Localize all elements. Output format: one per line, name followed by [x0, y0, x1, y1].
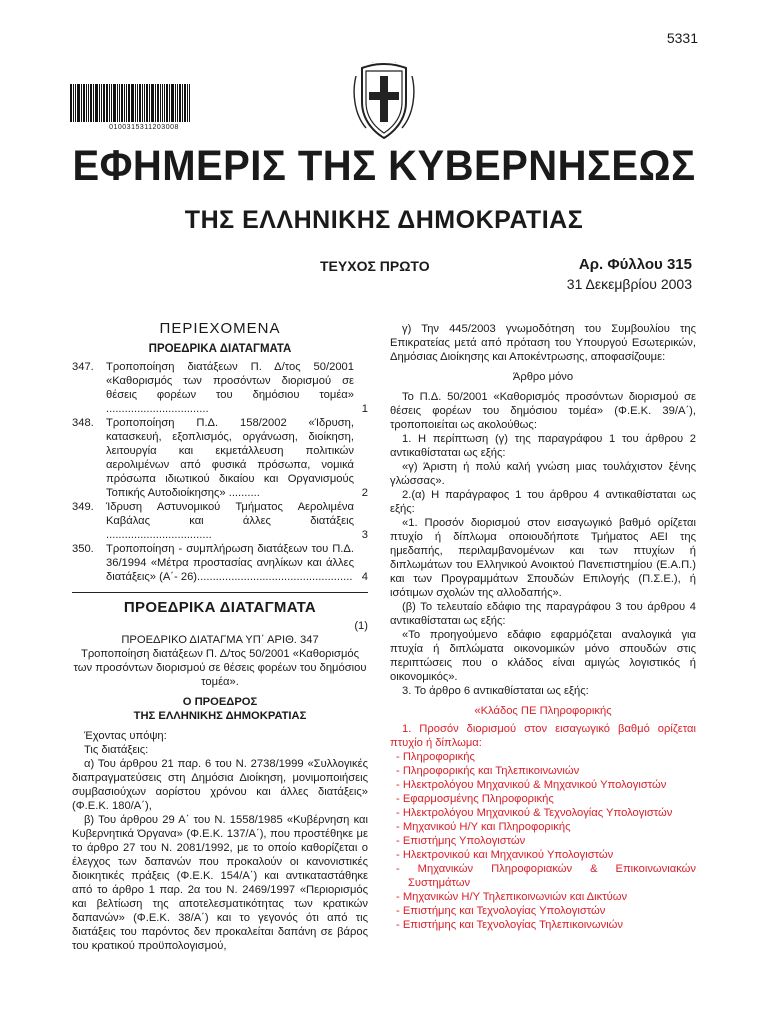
article-title: Άρθρο μόνο [512, 371, 574, 383]
section-divider [72, 592, 368, 593]
provisions-label: Τις διατάξεις: [84, 744, 149, 756]
decree-title: ΠΡΟΕΔΡΙΚΟ ΔΙΑΤΑΓΜΑ ΥΠ΄ ΑΡΙΘ. 347 [121, 634, 319, 646]
barcode-bar [160, 84, 161, 122]
barcode-bar [117, 84, 118, 122]
article-paragraph-1: 1. Η περίπτωση (γ) της παραγράφου 1 του άρθρου 2 αντικαθίσταται ως εξής: [390, 433, 696, 459]
barcode-bar [157, 84, 159, 122]
barcode-bar [177, 84, 178, 122]
degree-item: - Πληροφορικής [396, 751, 475, 763]
barcode-bar [121, 84, 123, 122]
issue-date: 31 Δεκεμβρίου 2003 [566, 276, 692, 292]
decree-index: (1) [354, 620, 368, 632]
toc-text: Ίδρυση Αστυνομικού Τμήματος Αερολιμένα Καβάλας και άλλες διατάξεις .................................. [106, 501, 354, 541]
article-paragraph-3: 3. Το άρθρο 6 αντικαθίσταται ως εξής: [402, 685, 589, 697]
article-paragraph-2b: (β) Το τελευταίο εδάφιο της παραγράφου 3 του άρθρου 4 αντικαθίσταται ως εξής: [390, 601, 696, 627]
barcode-bar [179, 84, 181, 122]
having-regard: Έχοντας υπόψη: [84, 730, 167, 742]
barcode-bar [182, 84, 183, 122]
toc-item[interactable] [72, 416, 368, 500]
barcode-bar [175, 84, 176, 122]
degree-item: - Μηχανικών Πληροφοριακών & Επικοινωνιακών Συστημάτων [396, 863, 696, 889]
barcode-bar [184, 84, 186, 122]
barcode-bar [113, 84, 116, 122]
president-line-1: Ο ΠΡΟΕΔΡΟΣ [182, 696, 258, 708]
barcode-bar [99, 84, 100, 122]
sheet-number-value: 315 [666, 256, 692, 273]
barcode-bar [124, 84, 125, 122]
president-line-2: ΤΗΣ ΕΛΛΗΝΙΚΗΣ ΔΗΜΟΚΡΑΤΙΑΣ [133, 710, 307, 722]
barcode-bar [88, 84, 89, 122]
degree-item: - Πληροφορικής και Τηλεπικοινωνιών [396, 765, 580, 777]
barcode-bar [171, 84, 174, 122]
contents-section: ΠΡΟΕΔΡΙΚΑ ΔΙΑΤΑΓΜΑΤΑ [148, 343, 292, 355]
barcode-bar [164, 84, 165, 122]
toc-page: 2 [361, 487, 368, 499]
barcode-bar [135, 84, 136, 122]
barcode-bar [149, 84, 150, 122]
right-column [390, 322, 696, 932]
degree-item: - Μηχανικού Η/Υ και Πληροφορικής [396, 821, 571, 833]
barcode-bar [111, 84, 112, 122]
toc-text: Τροποποίηση - συμπλήρωση διατάξεων του Π.Δ. 36/1994 «Μέτρα προστασίας ανηλίκων και άλλες διατάξεις» (Α΄- 26).................................................. [106, 543, 354, 583]
barcode-bar [73, 84, 74, 122]
coat-of-arms-icon [352, 62, 416, 140]
article-quote-2: «1. Προσόν διορισμού στον εισαγωγικό βαθμό ορίζεται πτυχίο ή δίπλωμα οποιουδήποτε Τμήματος ΑΕΙ της ημεδαπής, περιλαμβανομένων και των πτυχίων ή διπλωμάτων του Ελληνικού Ανοικτού Πανεπιστημίου (Ε.Α.Π.) και των Προγραμμάτων Σπουδών Επιλογής (Π.Σ.Ε.), ή ισότιμων σχολών της αλλοδαπής». [390, 517, 696, 599]
barcode-number: 0100315311203008 [109, 124, 179, 131]
barcode-bar [75, 84, 76, 122]
degree-item: - Μηχανικών Η/Υ Τηλεπικοινωνιών και Δικτύων [396, 891, 628, 903]
barcode-bar [166, 84, 168, 122]
sheet-number [579, 256, 692, 273]
branch-paragraph-1: 1. Προσόν διορισμού στον εισαγωγικό βαθμό ορίζεται πτυχίο ή δίπλωμα: [390, 723, 696, 749]
decree-subject: Τροποποίηση διατάξεων Π. Δ/τος 50/2001 «Καθορισμός των προσόντων διορισμού σε θέσεις φορέων του δημόσιου τομέα». [73, 648, 367, 688]
issue-label: ΤΕΥΧΟΣ ΠΡΩΤΟ [320, 258, 430, 274]
toc-number: 349. [72, 501, 94, 513]
toc-page: 4 [361, 571, 368, 583]
barcode-bars [70, 84, 218, 122]
toc-number: 348. [72, 417, 94, 429]
barcode-bar [86, 84, 87, 122]
degree-item: - Ηλεκτρολόγου Μηχανικού & Τεχνολογίας Υπολογιστών [396, 807, 673, 819]
gazette-subtitle: ΤΗΣ ΕΛΛΗΝΙΚΗΣ ΔΗΜΟΚΡΑΤΙΑΣ [184, 206, 584, 234]
toc-page: 3 [361, 529, 368, 541]
contents-title: ΠΕΡΙΕΧΟΜΕΝΑ [159, 320, 281, 337]
article-quote-2b: «Το προηγούμενο εδάφιο εφαρμόζεται αναλογικά για πτυχία ή διπλώματα οικονομικών μόνο σπουδών στις περιπτώσεις που ο κλάδος είναι αμιγώς λογιστικός ή οικονομικός». [390, 629, 696, 683]
barcode-bar [162, 84, 163, 122]
barcode-bar [155, 84, 156, 122]
barcode-bar [126, 84, 127, 122]
sheet-label: Αρ. Φύλλου [578, 256, 663, 273]
barcode-bar [137, 84, 138, 122]
barcode-bar [93, 84, 94, 122]
toc-item[interactable] [72, 500, 368, 542]
page-number: 5331 [666, 30, 698, 46]
toc-number: 347. [72, 361, 94, 373]
degree-item: - Ηλεκτρολόγου Μηχανικού & Μηχανικού Υπολογιστών [396, 779, 667, 791]
barcode-bar [109, 84, 110, 122]
barcode-bar [81, 84, 82, 122]
article-intro: Το Π.Δ. 50/2001 «Καθορισμός προσόντων διορισμού σε θέσεις φορέων του δημόσιου τομέα» (Φ.Ε.Κ. 39/Α΄), τροποποιείται ως ακολούθως: [390, 391, 696, 431]
article-quote-1: «γ) Άριστη ή πολύ καλή γνώση μιας τουλάχιστον ξένης γλώσσας». [390, 461, 696, 487]
toc-item[interactable] [72, 542, 368, 584]
barcode-bar [77, 84, 80, 122]
toc-item[interactable] [72, 360, 368, 416]
provision-b: β) Του άρθρου 29 Α΄ του Ν. 1558/1985 «Κυβέρνηση και Κυβερνητικά Όργανα» (Φ.Ε.Κ. 137/Α΄), που προστέθηκε με το άρθρο 27 του Ν. 2081/1992, με το οποίο καθορίζεται ο έλεγχος των δαπανών που προκαλούν οι κανονιστικές διοικητικές πράξεις (Φ.Ε.Κ. 154/Α΄) και αντικαταστάθηκε από το άρθρο 1 παρ. 2α του Ν. 2469/1997 «Περιορισμός και βελτίωση της αποτελεσματικότητας των κρατικών δαπανών» (Φ.Ε.Κ. 38/Α΄) και το γεγονός ότι από τις διατάξεις του παρόντος δεν προκαλείται δαπάνη σε βάρος του κρατικού προϋπολογισμού, [72, 814, 368, 952]
barcode [70, 84, 218, 131]
barcode-bar [119, 84, 120, 122]
barcode-bar [101, 84, 102, 122]
barcode-bar [131, 84, 134, 122]
toc-text: Τροποποίηση διατάξεων Π. Δ/τος 50/2001 «Καθορισμός των προσόντων διορισμού σε θέσεις φορέων του δημόσιου τομέα» ................................. [106, 361, 354, 415]
gazette-title: ΕΦΗΜΕΡΙΣ ΤΗΣ ΚΥΒΕΡΝΗΣΕΩΣ [72, 142, 696, 190]
toc-text: Τροποποίηση Π.Δ. 158/2002 «Ίδρυση, κατασκευή, εξοπλισμός, οργάνωση, διοίκηση, λειτουργία και εκμετάλλευση πολιτικών αερολιμένων από φυσικά πρόσωπα, νομικά πρόσωπα ιδιωτικού δικαίου και Οργανισμούς Τοπικής Αυτοδιοίκησης» .......... [106, 417, 354, 499]
provision-a: α) Του άρθρου 21 παρ. 6 του Ν. 2738/1999 «Συλλογικές διαπραγματεύσεις στη Δημόσια Διοίκηση, μονιμοποιήσεις συμβασιούχων αορίστου χρόνου και άλλες διατάξεις» (Φ.Ε.Κ. 180/Α΄), [72, 758, 368, 812]
degree-item: - Επιστήμης Υπολογιστών [396, 835, 526, 847]
branch-title: «Κλάδος ΠΕ Πληροφορικής [474, 705, 612, 717]
article-paragraph-2: 2.(α) Η παράγραφος 1 του άρθρου 4 αντικαθίσταται ως εξής: [390, 489, 696, 515]
degree-item: - Ηλεκτρονικού και Μηχανικού Υπολογιστών [396, 849, 614, 861]
barcode-bar [106, 84, 108, 122]
degree-item: - Επιστήμης και Τεχνολογίας Υπολογιστών [396, 905, 606, 917]
degree-item: - Επιστήμης και Τεχνολογίας Τηλεπικοινωνιών [396, 919, 624, 931]
barcode-bar [146, 84, 148, 122]
barcode-bar [187, 84, 188, 122]
barcode-bar [70, 84, 72, 122]
barcode-bar [83, 84, 85, 122]
barcode-bar [103, 84, 105, 122]
barcode-bar [144, 84, 145, 122]
barcode-bar [189, 84, 190, 122]
degree-list [390, 750, 696, 932]
left-column [72, 322, 368, 953]
barcode-bar [151, 84, 154, 122]
barcode-bar [128, 84, 130, 122]
barcode-bar [90, 84, 92, 122]
decrees-heading: ΠΡΟΕΔΡΙΚΑ ΔΙΑΤΑΓΜΑΤΑ [123, 599, 317, 616]
barcode-bar [95, 84, 98, 122]
barcode-bar [169, 84, 170, 122]
toc-page: 1 [361, 403, 368, 415]
barcode-bar [139, 84, 141, 122]
provision-c: γ) Την 445/2003 γνωμοδότηση του Συμβουλίου της Επικρατείας μετά από πρόταση του Υπουργού Εσωτερικών, Δημόσιας Διοίκησης και Αποκέντρωσης, αποφασίζουμε: [390, 323, 696, 363]
toc-number: 350. [72, 543, 94, 555]
degree-item: - Εφαρμοσμένης Πληροφορικής [396, 793, 554, 805]
barcode-bar [142, 84, 143, 122]
